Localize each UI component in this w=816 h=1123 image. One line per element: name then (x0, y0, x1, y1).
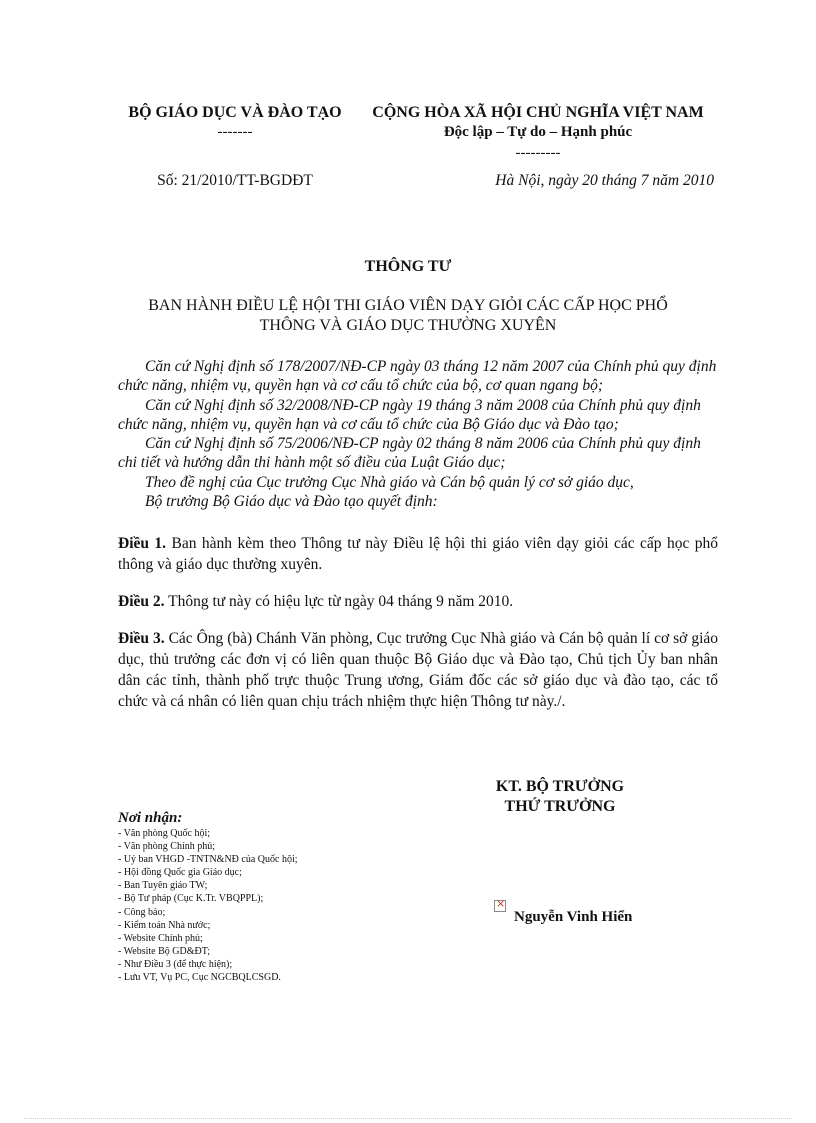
list-item: - Bộ Tư pháp (Cục K.Tr. VBQPPL); (118, 893, 264, 905)
article-label: Điều 3. (118, 630, 165, 647)
page-bottom-divider (24, 1118, 792, 1119)
list-item: - Kiểm toán Nhà nước; (118, 919, 211, 931)
article-text: Ban hành kèm theo Thông tư này Điều lệ hội thi giáo viên dạy giỏi các cấp học phổ thông và giáo dục thường xuyên. (118, 535, 719, 573)
signature-title: THỨ TRƯỞNG (504, 798, 616, 815)
preamble (118, 357, 718, 511)
preamble-clause: Căn cứ Nghị định số 75/2006/NĐ-CP ngày 02 tháng 8 năm 2006 của Chính phủ quy định chi tiết và hướng dẫn thi hành một số điều của Luật Giáo dục; (118, 435, 701, 472)
preamble-clause: Theo đề nghị của Cục trưởng Cục Nhà giáo và Cán bộ quản lý cơ sở giáo dục, (145, 473, 634, 491)
article-3 (118, 628, 718, 712)
document-number: Số: 21/2010/TT-BGDĐT (157, 172, 313, 189)
ministry-name: BỘ GIÁO DỤC VÀ ĐÀO TẠO (128, 104, 342, 121)
article-text: Thông tư này có hiệu lực từ ngày 04 tháng 9 năm 2010. (168, 593, 514, 610)
preamble-clause: Căn cứ Nghị định số 32/2008/NĐ-CP ngày 19 tháng 3 năm 2008 của Chính phủ quy định chức năng, nhiệm vụ, quyền hạn và cơ cấu tổ chức của Bộ Giáo dục và Đào tạo; (118, 396, 701, 433)
document-subject-line2: THÔNG VÀ GIÁO DỤC THƯỜNG XUYÊN (259, 317, 557, 334)
motto-rule: --------- (515, 145, 561, 161)
signature-authority: KT. BỘ TRƯỞNG (495, 778, 625, 795)
list-item: - Website Chính phủ; (118, 932, 203, 944)
list-item: - Như Điều 3 (để thực hiện); (118, 958, 233, 970)
article-1 (118, 533, 718, 575)
preamble-clause: Bộ trưởng Bộ Giáo dục và Đào tạo quyết định: (145, 493, 438, 511)
list-item: - Website Bộ GD&ĐT; (118, 945, 211, 957)
article-label: Điều 1. (118, 535, 167, 552)
place-and-date: Hà Nội, ngày 20 tháng 7 năm 2010 (495, 172, 714, 189)
ministry-rule: ------- (217, 124, 253, 140)
document-type: THÔNG TƯ (364, 258, 452, 275)
signer-name: Nguyễn Vinh Hiển (514, 909, 633, 925)
preamble-clause: Căn cứ Nghị định số 178/2007/NĐ-CP ngày 03 tháng 12 năm 2007 của Chính phủ quy định chức năng, nhiệm vụ, quyền hạn và cơ cấu tổ chức của bộ, cơ quan ngang bộ; (118, 358, 717, 395)
document-subject-line1: BAN HÀNH ĐIỀU LỆ HỘI THI GIÁO VIÊN DẠY GIỎI CÁC CẤP HỌC PHỔ (148, 297, 668, 314)
republic-name: CỘNG HÒA XÃ HỘI CHỦ NGHĨA VIỆT NAM (372, 104, 704, 121)
list-item: - Hội đồng Quốc gia Giáo dục; (118, 867, 242, 879)
recipients-list (118, 827, 378, 984)
list-item: - Ban Tuyên giáo TW; (118, 880, 208, 892)
articles (118, 533, 718, 728)
list-item: - Văn phòng Chính phủ; (118, 841, 216, 853)
list-item: - Công báo; (118, 906, 166, 918)
list-item: - Lưu VT, Vụ PC, Cục NGCBQLCSGD. (118, 972, 281, 984)
national-motto: Độc lập – Tự do – Hạnh phúc (443, 124, 633, 140)
article-text: Các Ông (bà) Chánh Văn phòng, Cục trưởng Cục Nhà giáo và Cán bộ quản lí cơ sở giáo dục, thủ trưởng các đơn vị có liên quan thuộc Bộ Giáo dục và Đào tạo, Chủ tịch Ủy ban nhân dân các tỉnh, thành phố trực thuộc Trung ương, Giám đốc các sở giáo dục và đào tạo, các tổ chức và cá nhân có liên quan chịu trách nhiệm thực hiện Thông tư này./. (118, 630, 719, 710)
article-label: Điều 2. (118, 593, 165, 610)
broken-image-icon (494, 900, 506, 912)
list-item: - Uỷ ban VHGD -TNTN&NĐ của Quốc hội; (118, 854, 298, 866)
article-2 (118, 591, 718, 612)
recipients-title: Nơi nhận: (118, 810, 183, 826)
list-item: - Văn phòng Quốc hội; (118, 828, 211, 839)
